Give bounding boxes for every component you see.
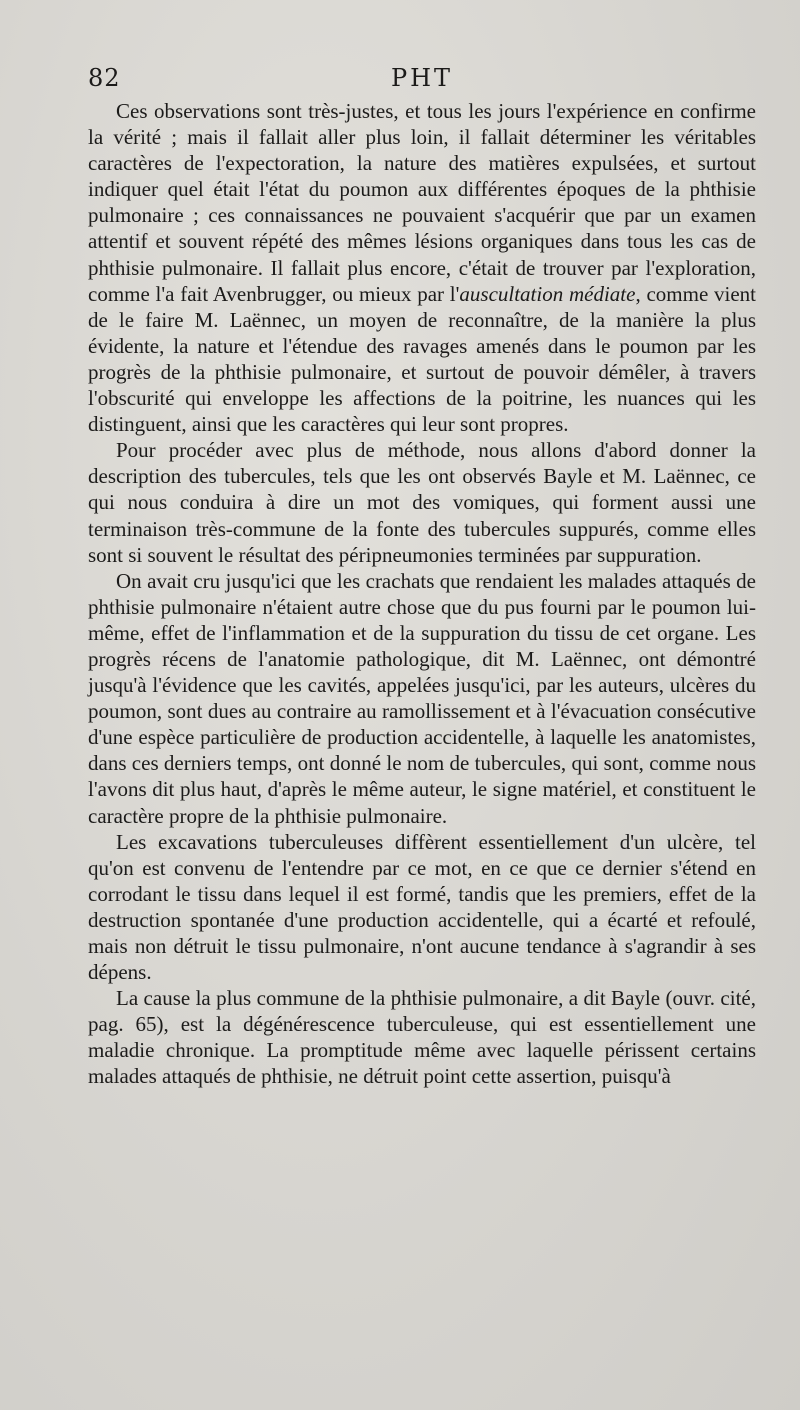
paragraph-3: On avait cru jusqu'ici que les crachats que rendaient les malades attaqués de phthisie pulmonaire n'étaient autre chose que du pus fourni par le poumon lui-même, effet de l'inflammation et de la suppuration du tissu de cet organe. Les progrès récens de l'anatomie pathologique, dit M. Laënnec, ont démontré jusqu'à l'évidence que les cavités, appelées jusqu'ici, par les auteurs, ulcères du poumon, sont dues au contraire au ramollissement et à l'évacuation consécutive d'une espèce particulière de production accidentelle, à laquelle les anatomistes, dans ces derniers temps, ont donné le nom de tubercules, qui sont, comme nous l'avons dit plus haut, d'après le même auteur, le signe matériel, et constituent le caractère propre de la phthisie pulmonaire.	[88, 568, 756, 828]
body-text	[88, 98, 756, 1090]
paragraph-1	[88, 98, 756, 437]
paragraph-2: Pour procéder avec plus de méthode, nous allons d'abord donner la description des tubercules, tels que les ont observés Bayle et M. Laënnec, ce qui nous conduira à dire un mot des vomiques, qui forment aussi une terminaison très-commune de la fonte des tubercules suppurés, comme elles sont si souvent le résultat des péripneumonies terminées par suppuration.	[88, 438, 756, 567]
paragraph-4: Les excavations tuberculeuses diffèrent essentiellement d'un ulcère, tel qu'on est convenu de l'entendre par ce mot, en ce que ce dernier s'étend en corrodant le tissu dans lequel il est formé, tandis que les premiers, effet de la destruction spontanée d'une production accidentelle, qui a écarté et refoulé, mais non détruit le tissu pulmonaire, n'ont aucune tendance à s'agrandir à ses dépens.	[88, 829, 756, 985]
page-header	[88, 64, 756, 98]
page-number: 82	[88, 64, 121, 92]
emphasis-auscultation: auscultation médiate	[459, 281, 636, 306]
paragraph-1-text-b: , comme vient de le faire M. Laënnec, un moyen de reconnaître, de la manière la plus évidente, la nature et l'étendue des ravages amenés dans le poumon par les progrès de la phthisie pulmonaire, et surtout de pouvoir démêler, à travers l'obscurité qui enveloppe les affections de la poitrine, les nuances qui les distinguent, ainsi que les caractères qui leur sont propres.	[88, 281, 757, 437]
running-head: PHT	[390, 64, 454, 92]
paragraph-5: La cause la plus commune de la phthisie pulmonaire, a dit Bayle (ouvr. cité, pag. 65), est la dégénérescence tuberculeuse, qui est essentiellement une maladie chronique. La promptitude même avec laquelle périssent certains malades attaqués de phthisie, ne détruit point cette assertion, puisqu'à	[88, 986, 756, 1089]
paragraph-1-text-a: Ces observations sont très-justes, et tous les jours l'expérience en confirme la vérité ; mais il fallait aller plus loin, il fallait déterminer les véritables caractères de l'expectoration, la nature des matières expulsées, et surtout indiquer quel était l'état du poumon aux différentes époques de la phthisie pulmonaire ; ces connaissances ne pouvaient s'acquérir que par un examen attentif et souvent répété des mêmes lésions organiques dans tous les cas de phthisie pulmonaire. Il fallait plus encore, c'était de trouver par l'exploration, comme l'a fait Avenbrugger, ou mieux par l'	[88, 99, 756, 306]
